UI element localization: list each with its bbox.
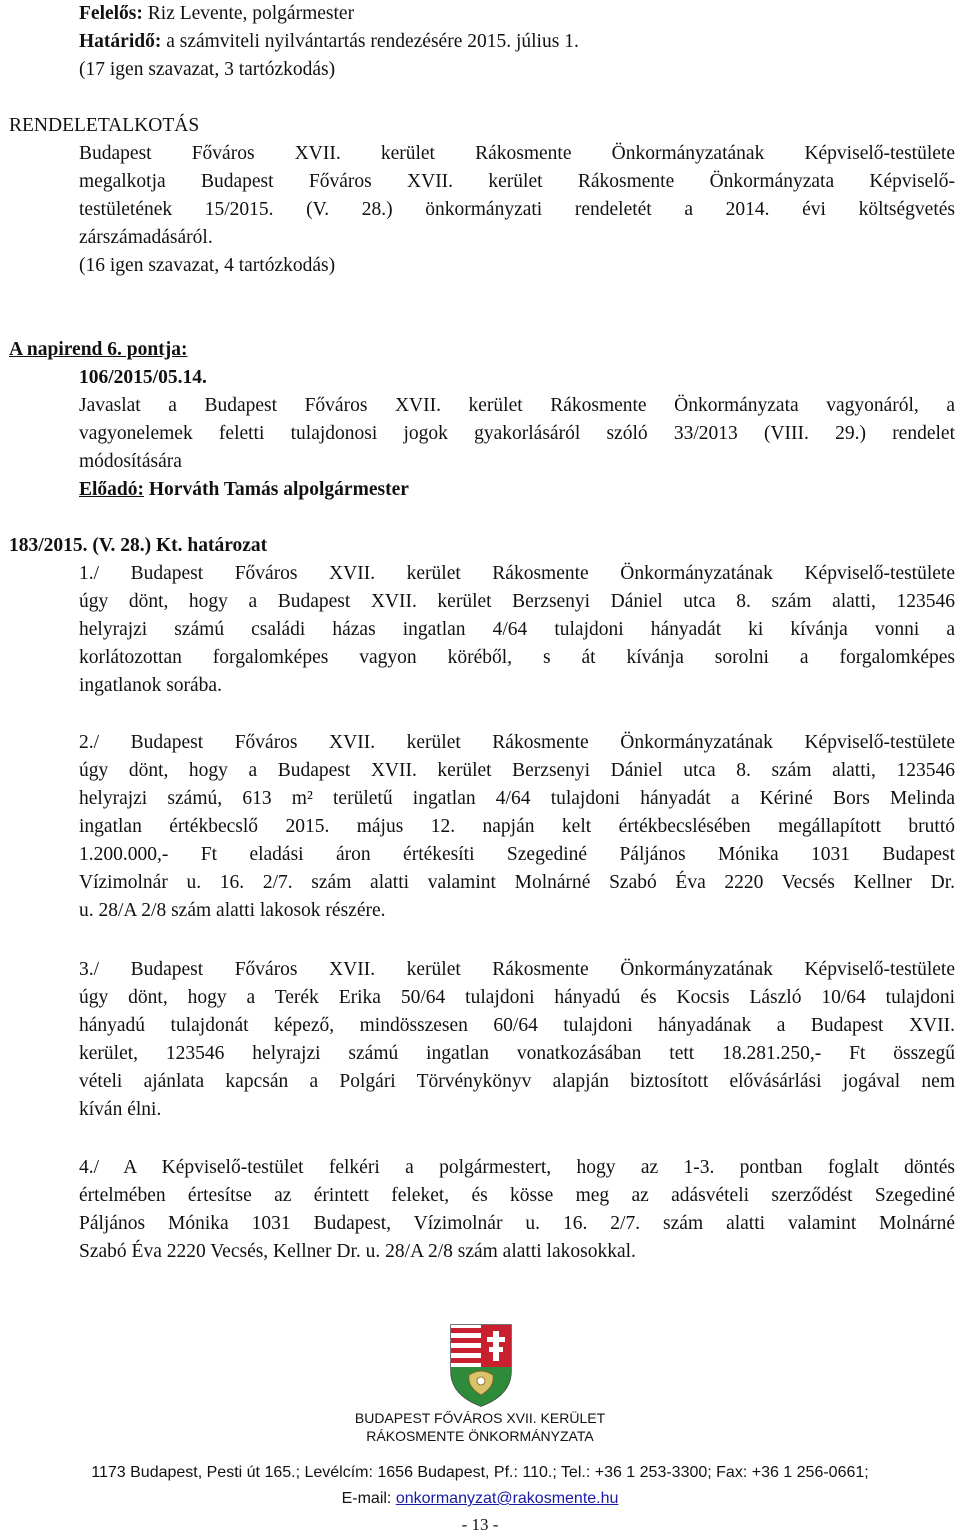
resolution-p1-line: korlátozottan forgalomképes vagyon köréből, s át kívánja sorolni a forgalomképes — [79, 647, 955, 668]
resolution-p1-line: ingatlanok sorába. — [79, 675, 222, 696]
felelos-line — [79, 0, 354, 29]
eloado-value: Horváth Tamás alpolgármester — [144, 479, 409, 500]
resolution-p2-line: helyrajzi számú, 613 m² területű ingatlan 4/64 tulajdoni hányadát a Kériné Bors Melinda — [79, 788, 955, 809]
resolution-p2-line: u. 28/A 2/8 szám alatti lakosok részére. — [79, 900, 386, 921]
resolution-p4-line: értelmében értesítse az érintett feleket, és kösse meg az adásvételi szerződést Szegediné — [79, 1185, 955, 1206]
resolution-p2-line: Vízimolnár u. 16. 2/7. szám alatti valamint Molnárné Szabó Éva 2220 Vecsés Kellner Dr. — [79, 872, 955, 893]
resolution-p3-line: vételi ajánlata kapcsán a Polgári Törvénykönyv alapján biztosított elővásárlási jogával nem — [79, 1071, 955, 1092]
email-label: E-mail: — [341, 1490, 396, 1507]
resolution-p3-line: kerület, 123546 helyrajzi számú ingatlan vonatkozásában tett 18.281.250,- Ft összegű — [79, 1043, 955, 1064]
resolution-p2-line: 2./ Budapest Főváros XVII. kerület Rákosmente Önkormányzatának Képviselő-testülete — [79, 732, 955, 753]
org-name-line-2: RÁKOSMENTE ÖNKORMÁNYZATA — [366, 1428, 594, 1444]
hatarido-label: Határidő: — [79, 31, 162, 52]
eloado-label: Előadó: — [79, 479, 145, 500]
resolution-p2-line: úgy dönt, hogy a Budapest XVII. kerület Berzsenyi Dániel utca 8. szám alatti, 123546 — [79, 760, 955, 781]
resolution-p4-line: Szabó Éva 2220 Vecsés, Kellner Dr. u. 28/A 2/8 szám alatti lakosokkal. — [79, 1241, 636, 1262]
hatarido-line — [79, 28, 579, 57]
agenda-number: 106/2015/05.14. — [79, 367, 207, 388]
vote-result-1: (17 igen szavazat, 3 tartózkodás) — [79, 59, 336, 80]
resolution-p3-line: kíván élni. — [79, 1099, 162, 1120]
resolution-p3-line: 3./ Budapest Főváros XVII. kerület Rákosmente Önkormányzatának Képviselő-testülete — [79, 959, 955, 980]
resolution-p4-line: Páljános Mónika 1031 Budapest, Vízimolnár u. 16. 2/7. szám alatti valamint Molnárné — [79, 1213, 955, 1234]
resolution-p2-line: ingatlan értékbecslő 2015. május 12. napján kelt értékbecslésében megállapított bruttó — [79, 816, 955, 837]
footer-address: 1173 Budapest, Pesti út 165.; Levélcím: 1656 Budapest, Pf.: 110.; Tel.: +36 1 253-3300; Fax: +36 1 256-0661; — [91, 1464, 869, 1481]
coat-of-arms-icon — [449, 1323, 513, 1408]
resolution-p2-line: 1.200.000,- Ft eladási áron értékesíti Szegediné Páljános Mónika 1031 Budapest — [79, 844, 955, 865]
resolution-p1-line: helyrajzi számú családi házas ingatlan 4/64 tulajdoni hányadát ki kívánja vonni a — [79, 619, 955, 640]
rendelet-heading: RENDELETALKOTÁS — [9, 115, 200, 136]
org-name-line-1: BUDAPEST FŐVÁROS XVII. KERÜLET — [354, 1410, 606, 1426]
footer-email-line — [0, 1488, 960, 1510]
resolution-p1-line: úgy dönt, hogy a Budapest XVII. kerület Berzsenyi Dániel utca 8. szám alatti, 123546 — [79, 591, 955, 612]
felelos-value: Riz Levente, polgármester — [142, 3, 355, 24]
agenda-title: A napirend 6. pontja: — [9, 339, 188, 360]
vote-result-2: (16 igen szavazat, 4 tartózkodás) — [79, 255, 336, 276]
resolution-title: 183/2015. (V. 28.) Kt. határozat — [9, 535, 268, 556]
resolution-p4-line: 4./ A Képviselő-testület felkéri a polgármestert, hogy az 1-3. pontban foglalt döntés — [79, 1157, 955, 1178]
resolution-p3-line: úgy dönt, hogy a Terék Erika 50/64 tulajdoni hányadú és Kocsis László 10/64 tulajdoni — [79, 987, 955, 1008]
rendelet-line: Budapest Főváros XVII. kerület Rákosmente Önkormányzatának Képviselő-testülete — [79, 143, 955, 164]
hatarido-value: a számviteli nyilvántartás rendezésére 2015. július 1. — [161, 31, 579, 52]
rendelet-line: zárszámadásáról. — [79, 227, 213, 248]
resolution-p1-line: 1./ Budapest Főváros XVII. kerület Rákosmente Önkormányzatának Képviselő-testülete — [79, 563, 955, 584]
javaslat-line: módosítására — [79, 451, 182, 472]
javaslat-line: Javaslat a Budapest Főváros XVII. kerület Rákosmente Önkormányzata vagyonáról, a — [79, 395, 955, 416]
javaslat-line: vagyonelemek feletti tulajdonosi jogok gyakorlásáról szóló 33/2013 (VIII. 29.) rendelet — [79, 423, 955, 444]
rendelet-line: testületének 15/2015. (V. 28.) önkormányzati rendeletét a 2014. évi költségvetés — [79, 199, 955, 220]
page-number: - 13 - — [461, 1515, 499, 1534]
felelos-label: Felelős: — [79, 3, 143, 24]
resolution-p3-line: hányadú tulajdonát képező, mindösszesen 60/64 tulajdoni hányadának a Budapest XVII. — [79, 1015, 955, 1036]
eloado-line — [79, 476, 409, 505]
rendelet-line: megalkotja Budapest Főváros XVII. kerület Rákosmente Önkormányzata Képviselő- — [79, 171, 955, 192]
email-link[interactable]: onkormanyzat@rakosmente.hu — [395, 1490, 619, 1507]
